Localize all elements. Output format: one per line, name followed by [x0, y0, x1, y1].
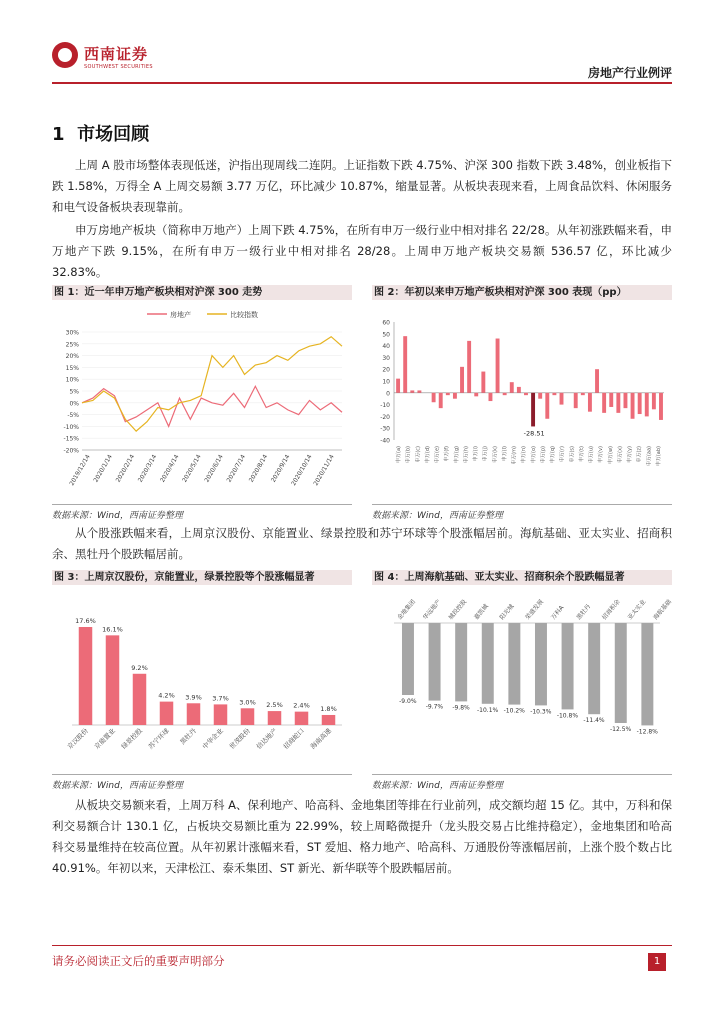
chart2-ytick-label: 60 [382, 319, 390, 327]
figure-2-source: 数据来源：Wind，西南证券整理 [372, 511, 503, 521]
chart2-xtick-label: 申万(y) [627, 446, 634, 463]
chart4-bar [455, 623, 467, 701]
chart4-category-label: 嘉凯城 [472, 602, 490, 622]
chart2-xtick-label: 申万(ab) [656, 446, 662, 467]
figure-1-source: 数据来源：Wind，西南证券整理 [52, 511, 183, 521]
chart3-category-label: 苏宁环球 [146, 726, 171, 751]
chart3-bar [79, 627, 93, 725]
chart3-value-label: 4.2% [158, 691, 175, 700]
chart2-ytick-label: 50 [382, 331, 390, 339]
chart2-bar [503, 393, 507, 395]
chart2-xtick-label: 申万(u) [588, 446, 595, 464]
chart2-ytick-label: 40 [382, 343, 390, 351]
chart4-value-label: -10.1% [477, 706, 499, 714]
chart4-bar [482, 623, 494, 704]
chart3-bar [160, 702, 174, 725]
chart3-value-label: 3.7% [212, 694, 229, 703]
chart1-ytick-label: -10% [63, 423, 79, 431]
chart2-bar [588, 393, 592, 412]
chart3-category-label: 黑牡丹 [178, 726, 198, 747]
section-number: 1 [52, 124, 65, 145]
chart1-xtick-label: 2020/11/14 [312, 453, 336, 487]
footer-disclaimer: 请务必阅读正文后的重要声明部分 [52, 954, 225, 968]
figure-1-chart [52, 300, 352, 500]
chart2-xtick-label: 申万(b) [405, 446, 412, 464]
chart3-category-label: 京汉股份 [65, 726, 90, 751]
chart2-bar [638, 393, 642, 414]
chart4-category-label: 金地集团 [396, 598, 417, 622]
footer-divider [52, 945, 672, 946]
chart2-bar [446, 393, 450, 395]
chart2-xtick-label: 申万(m) [511, 446, 518, 465]
chart3-bar [214, 704, 228, 725]
chart2-bar [460, 367, 464, 393]
chart2-bar [595, 369, 599, 393]
chart2-ytick-label: 30 [382, 354, 390, 362]
chart4-value-label: -10.2% [503, 707, 525, 715]
chart2-ytick-label: -10 [380, 402, 390, 410]
chart2-highlight-label: -28.51 [523, 429, 545, 438]
chart2-xtick-label: 申万(t) [578, 446, 585, 462]
logo-text-en: SOUTHWEST SECURITIES [84, 64, 153, 70]
chart4-value-label: -12.5% [610, 726, 632, 733]
chart3-bar [295, 712, 309, 725]
chart1-legend-label: 比较指数 [230, 311, 258, 319]
chart3-category-label: 世茂股份 [227, 726, 252, 751]
paragraph-1: 上周 A 股市场整体表现低迷，沪指出现周线二连阴。上证指数下跌 4.75%、沪深 300 指数下跌 3.48%，创业板指下跌 1.58%，万得全 A 上周交易额 3.77 万亿，环比减少 10.87%，缩量显著。从板块表现来看，上周食品饮料、休闲服务和电气设备板块表现靠前。 [52, 158, 672, 214]
chart1-series-line-1 [82, 337, 342, 431]
chart2-xtick-label: 申万(e) [434, 446, 441, 463]
chart1-xtick-label: 2020/4/14 [159, 453, 181, 484]
chart4-value-label: -9.0% [399, 698, 417, 705]
chart4-bar [588, 623, 600, 714]
page-number: 1 [648, 953, 666, 971]
paragraph-3: 从个股涨跌幅来看，上周京汉股份、京能置业、绿景控股和苏宁环球等个股涨幅居前。海航基础、亚太实业、招商积余、黑牡丹个股跌幅居前。 [52, 526, 672, 561]
chart1-ytick-label: 15% [65, 364, 79, 372]
chart2-bar [439, 393, 443, 408]
chart2-bar [609, 393, 613, 407]
chart1-xtick-label: 2020/7/14 [225, 453, 248, 484]
chart3-category-label: 信达地产 [254, 726, 279, 751]
chart2-ytick-label: 0 [386, 390, 390, 398]
figure-4-title: 图 4：上周海航基础、亚太实业、招商积余个股跌幅显著 [372, 570, 672, 585]
figure-3-rule [52, 774, 352, 775]
chart2-bar [496, 339, 500, 393]
chart2-xtick-label: 申万(q) [550, 446, 557, 464]
chart2-bar [410, 390, 414, 392]
chart4-category-label: 荣盛发展 [524, 598, 545, 622]
chart4-category-label: 华远地产 [421, 598, 443, 622]
chart3-value-label: 17.6% [75, 617, 96, 625]
chart4-category-label: 招商积余 [600, 598, 622, 622]
chart3-value-label: 2.5% [266, 701, 283, 710]
figure-4-rule [372, 774, 672, 775]
paragraph-4: 从板块交易额来看，上周万科 A、保利地产、哈高科、金地集团等排在行业前列，成交额均超 15 亿。其中，万科和保利交易额合计 130.1 亿，占板块交易额比重为 22.99%，较上周略微提升（龙头股交易占比维持稳定），金地集团和哈高科交易量维持在较高位置。从年初累计涨幅来看，ST 爱旭、格力地产、哈高科、万通股份等涨幅居前，上涨个股个数占比 40.91%。年初以来，天津松江、泰禾集团、ST 新光、新华联等个股跌幅居前。 [52, 798, 672, 875]
chart2-bar [574, 393, 578, 408]
figure-2-title: 图 2：年初以来申万地产板块相对沪深 300 表现（pp） [372, 285, 672, 300]
figure-1 [52, 285, 352, 521]
chart2-ytick-label: 20 [382, 366, 390, 374]
logo-text-cn: 西南证券 [84, 45, 149, 63]
chart4-value-label: -9.7% [425, 703, 444, 711]
chart2-bar [631, 393, 635, 419]
chart2-bar [552, 393, 556, 395]
figure-4-source: 数据来源：Wind，西南证券整理 [372, 781, 503, 791]
figure-1-title: 图 1：近一年申万地产板块相对沪深 300 走势 [52, 285, 352, 300]
chart1-xtick-label: 2020/9/14 [269, 453, 292, 484]
chart2-bar [652, 393, 656, 410]
report-type: 房地产行业例评 [587, 66, 672, 80]
chart3-category-label: 中华企业 [200, 726, 225, 751]
chart4-bar [615, 623, 627, 723]
chart2-xtick-label: 申万(w) [607, 446, 614, 464]
paragraph-2: 申万房地产板块（简称申万地产）上周下跌 4.75%，在所有申万一级行业中相对排名 22/28。从年初涨跌幅来看，申万地产下跌 9.15%，在所有申万一级行业中相对排名 28/28。上周申万地产板块交易额 536.57 亿，环比减少 32.83%。 [52, 223, 672, 279]
chart2-xtick-label: 申万(p) [540, 446, 547, 464]
chart4-value-label: -10.3% [530, 708, 552, 716]
chart2-bar [624, 393, 628, 408]
chart2-xtick-label: 申万(g) [453, 446, 460, 464]
chart1-ytick-label: -20% [63, 447, 79, 455]
chart1-ytick-label: 10% [65, 376, 79, 384]
chart2-bar [474, 393, 478, 397]
chart2-bar [396, 379, 400, 393]
chart3-value-label: 2.4% [293, 701, 310, 710]
chart1-ytick-label: 30% [65, 329, 79, 337]
chart1-xtick-label: 2020/3/14 [136, 453, 159, 484]
chart2-xtick-label: 申万(v) [598, 446, 605, 463]
chart1-xtick-label: 2020/1/14 [92, 453, 114, 484]
section-title-text: 市场回顾 [77, 124, 150, 145]
chart2-xtick-label: 申万(h) [463, 446, 470, 464]
chart2-xtick-label: 申万(d) [424, 446, 431, 464]
chart2-ytick-label: -20 [380, 413, 390, 421]
chart1-xtick-label: 2019/12/14 [68, 453, 92, 487]
chart4-value-label: -12.8% [636, 728, 658, 736]
chart4-category-label: 万科A [549, 604, 566, 622]
chart3-value-label: 16.1% [102, 625, 123, 634]
chart2-bar [481, 372, 485, 393]
chart3-category-label: 绿景控股 [119, 726, 144, 751]
chart4-value-label: -11.4% [583, 717, 605, 725]
chart2-ytick-label: 10 [382, 378, 390, 386]
chart4-bar [508, 623, 520, 705]
chart2-xtick-label: 申万(r) [559, 446, 566, 462]
figure-3-source: 数据来源：Wind，西南证券整理 [52, 781, 183, 791]
chart2-ytick-label: -40 [380, 437, 390, 445]
chart4-bar [641, 623, 653, 725]
chart2-bar [510, 382, 514, 393]
chart3-category-label: 招商蛇口 [281, 726, 306, 751]
figure-4-chart [372, 585, 672, 770]
chart2-bar [432, 393, 436, 402]
chart3-bar [241, 708, 255, 725]
chart2-xtick-label: 申万(a) [396, 446, 402, 463]
chart2-bar [403, 336, 407, 393]
chart1-ytick-label: -5% [67, 412, 79, 420]
chart1-xtick-label: 2020/10/14 [290, 453, 314, 487]
chart2-bar [417, 390, 421, 392]
chart2-xtick-label: 申万(k) [492, 446, 499, 463]
chart3-bar [133, 674, 147, 725]
chart2-bar [645, 393, 649, 417]
chart2-xtick-label: 申万(x) [617, 446, 624, 463]
chart2-xtick-label: 申万(j) [482, 446, 489, 462]
logo-icon-inner [58, 48, 72, 62]
chart3-bar [268, 711, 282, 725]
chart1-ytick-label: 20% [65, 353, 79, 361]
chart1-ytick-label: -15% [63, 435, 79, 443]
chart3-value-label: 3.0% [239, 698, 256, 707]
chart3-value-label: 1.8% [320, 704, 337, 713]
chart2-xtick-label: 申万(i) [473, 446, 480, 462]
chart2-xtick-label: 申万(n) [521, 446, 528, 464]
chart2-bar [453, 393, 457, 399]
chart1-xtick-label: 2020/5/14 [181, 453, 203, 484]
chart2-xtick-label: 申万(aa) [646, 446, 653, 467]
figure-3 [52, 570, 352, 791]
chart1-ytick-label: 5% [69, 388, 79, 396]
chart3-bar [106, 635, 120, 725]
chart4-bar [562, 623, 574, 709]
chart2-bar [581, 393, 585, 395]
chart2-bar [524, 393, 528, 395]
chart3-category-label: 海南高速 [308, 726, 333, 751]
chart2-bar [545, 393, 549, 419]
chart2-bar [538, 393, 542, 399]
chart1-series-line-0 [82, 386, 342, 426]
chart1-ytick-label: 0% [69, 400, 79, 408]
figure-4 [372, 570, 672, 791]
header-divider [52, 82, 672, 84]
chart2-bar [560, 393, 564, 405]
chart1-xtick-label: 2020/2/14 [114, 453, 137, 484]
chart4-category-label: 黑牡丹 [575, 602, 593, 622]
chart2-xtick-label: 申万(f) [444, 446, 451, 462]
chart2-xtick-label: 申万(c) [415, 446, 422, 463]
chart2-bar [602, 393, 606, 413]
chart4-bar [429, 623, 441, 701]
chart1-ytick-label: 25% [65, 341, 79, 349]
chart3-value-label: 9.2% [131, 663, 148, 672]
chart2-xtick-label: 申万(s) [569, 446, 576, 463]
figure-3-title: 图 3：上周京汉股份，京能置业，绿景控股等个股涨幅显著 [52, 570, 352, 585]
chart2-bar [616, 393, 620, 413]
chart2-xtick-label: 申万(o) [530, 446, 537, 463]
chart1-xtick-label: 2020/6/14 [203, 453, 225, 484]
chart2-bar [517, 387, 521, 393]
chart2-xtick-label: 申万(z) [636, 446, 643, 463]
chart4-value-label: -9.8% [452, 704, 470, 712]
chart2-bar [489, 393, 493, 401]
figure-1-rule [52, 504, 352, 505]
chart4-bar [402, 623, 414, 695]
chart1-xtick-label: 2020/8/14 [247, 453, 270, 484]
chart2-bar [467, 341, 471, 393]
chart4-value-label: -10.8% [556, 712, 579, 720]
chart3-bar [322, 715, 336, 725]
section-title [52, 120, 149, 146]
chart3-category-label: 京能置业 [92, 726, 117, 751]
figure-2 [372, 285, 672, 521]
chart4-category-label: 城投控股 [447, 598, 469, 622]
figure-3-chart [52, 585, 352, 770]
chart1-legend-label: 房地产 [170, 311, 191, 319]
chart2-xtick-label: 申万(l) [501, 446, 508, 462]
chart4-category-label: 阳光城 [498, 602, 516, 622]
chart3-bar [187, 703, 201, 725]
chart2-ytick-label: -30 [380, 425, 390, 433]
chart2-bar [531, 393, 535, 427]
chart4-category-label: 亚太实业 [626, 598, 648, 622]
figure-2-rule [372, 504, 672, 505]
figure-2-chart [372, 300, 672, 500]
chart4-category-label: 海航基础 [652, 598, 672, 622]
chart4-bar [535, 623, 547, 705]
chart3-value-label: 3.9% [185, 693, 202, 702]
chart2-bar [659, 393, 663, 420]
